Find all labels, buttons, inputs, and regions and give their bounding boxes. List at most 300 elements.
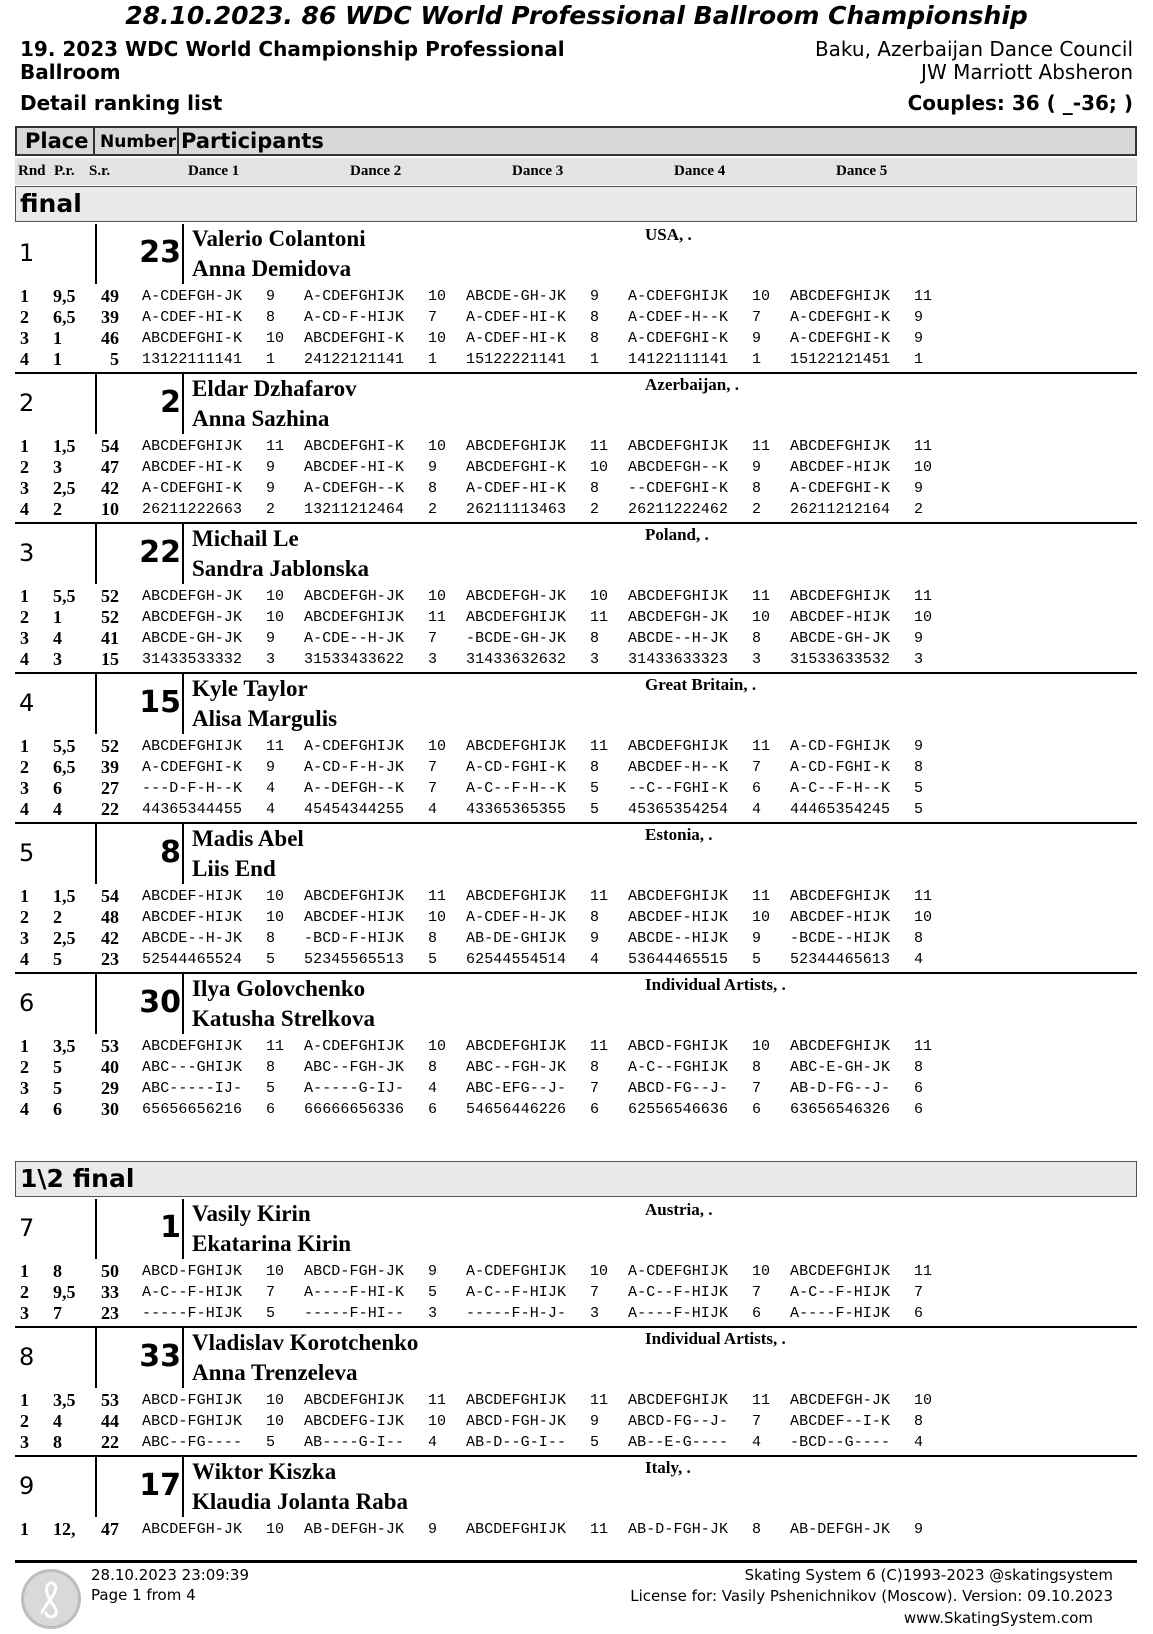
dance-marks: ABC-EFG--J-: [466, 1080, 567, 1097]
dance-result: 8: [428, 1059, 438, 1076]
couple-number: 33: [139, 1339, 181, 1374]
place-range: 1: [53, 349, 62, 369]
dance-result: 9: [914, 1521, 924, 1538]
dance-result: 10: [590, 459, 609, 476]
dance-result: 8: [428, 930, 438, 947]
dance-marks: 26211212164: [790, 501, 891, 518]
dance-result: 2: [590, 501, 600, 518]
dance-result: 11: [428, 1392, 447, 1409]
dance-result: 10: [752, 609, 771, 626]
couple-number: 17: [139, 1468, 181, 1503]
dance-marks: -BCD-F-HIJK: [304, 930, 405, 947]
dance-result: 5: [428, 1284, 438, 1301]
dance-marks: A-C--F-H--K: [466, 780, 567, 797]
dance-result: 10: [428, 288, 447, 305]
dance-result: 11: [752, 438, 771, 455]
dance-result: 8: [590, 909, 600, 926]
dance-result: 11: [914, 588, 933, 605]
round-row: [15, 286, 1137, 307]
dance-marks: A-CDEFGHIJK: [466, 1263, 567, 1280]
dance-result: 8: [590, 330, 600, 347]
dance-marks: 66666656336: [304, 1101, 405, 1118]
dance-result: 6: [914, 1101, 924, 1118]
couple-number: 30: [139, 985, 181, 1020]
round-row: [15, 1057, 1137, 1078]
column-divider: [95, 1328, 97, 1388]
round-row: [15, 307, 1137, 328]
round-number: 1: [20, 286, 29, 306]
couple-place: 3: [19, 539, 35, 567]
dance-result: 4: [590, 951, 600, 968]
column-divider: [182, 1457, 184, 1517]
place-range: 6: [53, 778, 62, 798]
dance-marks: A-CDEFGHI-K: [790, 309, 891, 326]
dance-marks: A-CDEFGHI-K: [628, 330, 729, 347]
dance-marks: -----F-HIJK: [142, 1305, 243, 1322]
dance-result: 6: [914, 1080, 924, 1097]
dance-result: 5: [590, 780, 600, 797]
dance-marks: A-CDEFGHIJK: [304, 1038, 405, 1055]
couple-number: 15: [139, 685, 181, 720]
dance-result: 9: [590, 930, 600, 947]
dance-marks: 15122221141: [466, 351, 567, 368]
sum-result: 10: [101, 499, 119, 519]
dance-marks: ABCD-FGHIJK: [628, 1038, 729, 1055]
dance-marks: 52345565513: [304, 951, 405, 968]
dance-result: 11: [914, 438, 933, 455]
footer-system: Skating System 6 (C)1993-2023 @skatingsystem: [744, 1566, 1113, 1584]
dance-marks: A-CDEF-HI-K: [466, 330, 567, 347]
round-number: 3: [20, 1303, 29, 1323]
dance-result: 1: [266, 351, 276, 368]
dance-marks: A-CD-F-HIJK: [304, 309, 405, 326]
dance-marks: ABCD-FGHIJK: [142, 1263, 243, 1280]
dance-marks: ABC--FGH-JK: [304, 1059, 405, 1076]
dance-marks: A-CDEF-HI-K: [142, 309, 243, 326]
couple-place: 6: [19, 989, 35, 1017]
dance-marks: ABC---GHIJK: [142, 1059, 243, 1076]
sum-result: 47: [101, 1519, 119, 1539]
round-row: [15, 1519, 1137, 1540]
partner-follower: Sandra Jablonska: [192, 556, 370, 581]
dance-marks: -BCDE--HIJK: [790, 930, 891, 947]
couple-place: 7: [19, 1214, 35, 1242]
dance-marks: ABCDEFGH-JK: [304, 588, 405, 605]
dance-result: 10: [428, 1038, 447, 1055]
sum-result: 52: [101, 586, 119, 606]
dance-result: 8: [266, 1059, 276, 1076]
partner-leader: Eldar Dzhafarov: [192, 376, 357, 401]
dance-result: 10: [428, 330, 447, 347]
place-range: 5,5: [53, 586, 76, 606]
round-number: 4: [20, 1099, 29, 1119]
dance-result: 4: [752, 801, 762, 818]
dance-result: 8: [590, 480, 600, 497]
dance-result: 9: [428, 1263, 438, 1280]
dance-result: 9: [266, 759, 276, 776]
round-header: [15, 1161, 1137, 1197]
dance-result: 10: [266, 1392, 285, 1409]
dance-marks: A-CDEFGHIJK: [304, 738, 405, 755]
dance-result: 9: [590, 288, 600, 305]
dance-marks: ABCDEFGHIJK: [466, 1392, 567, 1409]
column-divider: [95, 824, 97, 884]
couple-country: Austria, .: [645, 1200, 713, 1219]
dance-marks: ABCDEFGH-JK: [628, 609, 729, 626]
dance-result: 7: [752, 759, 762, 776]
dance-marks: ABCDE--HIJK: [628, 930, 729, 947]
sum-result: 27: [101, 778, 119, 798]
dance-marks: ABCDE--H-JK: [142, 930, 243, 947]
competition-name-line2: Ballroom: [20, 60, 121, 84]
dance-marks: A-CDEF-HI-K: [466, 309, 567, 326]
round-number: 2: [20, 307, 29, 327]
dance-result: 11: [752, 738, 771, 755]
round-row: [15, 949, 1137, 970]
place-range: 3,5: [53, 1390, 76, 1410]
dance-result: 11: [590, 738, 609, 755]
partner-follower: Klaudia Jolanta Raba: [192, 1489, 408, 1514]
dance-result: 1: [914, 351, 924, 368]
dance-marks: ABCDEF-HIJK: [628, 909, 729, 926]
sum-result: 39: [101, 757, 119, 777]
dance-marks: ABCDEFGHIJK: [628, 588, 729, 605]
place-range: 6,5: [53, 757, 76, 777]
dance-result: 8: [914, 759, 924, 776]
dance-result: 8: [752, 480, 762, 497]
round-number: 4: [20, 799, 29, 819]
couple-country: Individual Artists, .: [645, 1329, 786, 1348]
dance-marks: A-CDEFGHI-K: [142, 480, 243, 497]
dance-marks: AB----G-I--: [304, 1434, 405, 1451]
dance-marks: A-CD-F-H-JK: [304, 759, 405, 776]
round-label: final: [20, 189, 82, 218]
dance-result: 5: [266, 1080, 276, 1097]
round-number: 2: [20, 907, 29, 927]
dance-result: 10: [266, 588, 285, 605]
column-divider: [95, 674, 97, 734]
couple-place: 2: [19, 389, 35, 417]
column-header: [15, 126, 1137, 156]
round-number: 2: [20, 757, 29, 777]
round-number: 3: [20, 928, 29, 948]
dance-result: 7: [590, 1284, 600, 1301]
partner-follower: Katusha Strelkova: [192, 1006, 375, 1031]
dance-marks: ABCDEFGHIJK: [142, 438, 243, 455]
dance-marks: ABC--FG----: [142, 1434, 243, 1451]
dance-marks: ABCDEFGHIJK: [790, 288, 891, 305]
dance-result: 11: [590, 609, 609, 626]
dance-result: 11: [266, 738, 285, 755]
dance-marks: ABCDEF-HIJK: [790, 909, 891, 926]
place-range: 9,5: [53, 1282, 76, 1302]
dance-result: 4: [428, 1434, 438, 1451]
dance-result: 10: [914, 909, 933, 926]
round-number: 3: [20, 1078, 29, 1098]
dance-marks: ABCDE-GH-JK: [790, 630, 891, 647]
dance-marks: ABCDEFGH-JK: [142, 609, 243, 626]
partner-follower: Anna Demidova: [192, 256, 352, 281]
dance-marks: ABCDEF-HIJK: [304, 909, 405, 926]
dance-marks: 31433633323: [628, 651, 729, 668]
dance-result: 1: [590, 351, 600, 368]
dance-result: 3: [752, 651, 762, 668]
dance-marks: -----F-H-J-: [466, 1305, 567, 1322]
dance-result: 3: [266, 651, 276, 668]
dance-marks: ABCDEFGHIJK: [142, 1038, 243, 1055]
dance-result: 11: [590, 1521, 609, 1538]
dance-marks: ABCDEFGH-JK: [466, 588, 567, 605]
dance-result: 10: [428, 1413, 447, 1430]
round-row: [15, 1099, 1137, 1120]
place-range: 2: [53, 907, 62, 927]
couple-country: Great Britain, .: [645, 675, 757, 694]
couples-count: Couples: 36 ( _-36; ): [907, 91, 1133, 115]
place-range: 4: [53, 799, 62, 819]
dance-marks: ABCDEFGHIJK: [790, 588, 891, 605]
partner-leader: Vladislav Korotchenko: [192, 1330, 419, 1355]
round-number: 3: [20, 628, 29, 648]
location-line2: JW Marriott Absheron: [921, 60, 1133, 84]
place-range: 12,: [53, 1519, 76, 1539]
dance-marks: ABCD-FG--J-: [628, 1080, 729, 1097]
dance-result: 3: [590, 1305, 600, 1322]
dance-result: 9: [428, 1521, 438, 1538]
dance-marks: ABCDEFGHIJK: [628, 1392, 729, 1409]
dance-marks: ABCDEF-HIJK: [142, 888, 243, 905]
column-dance5: Dance 5: [836, 163, 888, 179]
dance-marks: 62544554514: [466, 951, 567, 968]
dance-result: 10: [266, 909, 285, 926]
dance-result: 9: [914, 309, 924, 326]
dance-result: 8: [914, 1059, 924, 1076]
sum-result: 30: [101, 1099, 119, 1119]
place-range: 2,5: [53, 928, 76, 948]
round-row: [15, 1078, 1137, 1099]
column-divider: [182, 1199, 184, 1259]
round-row: [15, 1390, 1137, 1411]
dance-result: 6: [752, 1305, 762, 1322]
place-range: 6: [53, 1099, 62, 1119]
dance-marks: 13122111141: [142, 351, 243, 368]
dance-marks: 52544465524: [142, 951, 243, 968]
dance-result: 9: [752, 930, 762, 947]
dance-marks: 26211222663: [142, 501, 243, 518]
dance-result: 1: [752, 351, 762, 368]
place-range: 1: [53, 328, 62, 348]
column-divider: [182, 674, 184, 734]
dance-result: 11: [752, 888, 771, 905]
dance-marks: 45365354254: [628, 801, 729, 818]
column-divider: [95, 224, 97, 284]
dance-result: 11: [428, 609, 447, 626]
couple-place: 4: [19, 689, 35, 717]
round-row: [15, 1261, 1137, 1282]
dance-result: 11: [914, 288, 933, 305]
dance-marks: ABCDEF-HIJK: [790, 459, 891, 476]
dance-marks: A-C--F-HIJK: [628, 1284, 729, 1301]
place-range: 3,5: [53, 1036, 76, 1056]
dance-marks: ABCDEFGHIJK: [466, 438, 567, 455]
dance-result: 7: [752, 309, 762, 326]
round-number: 2: [20, 607, 29, 627]
round-number: 4: [20, 649, 29, 669]
dance-result: 10: [914, 459, 933, 476]
round-row: [15, 907, 1137, 928]
column-divider: [182, 224, 184, 284]
dance-marks: ABCDEFGHIJK: [466, 1521, 567, 1538]
dance-result: 11: [266, 438, 285, 455]
dance-result: 5: [914, 780, 924, 797]
column-divider: [95, 974, 97, 1034]
dance-result: 9: [752, 459, 762, 476]
place-range: 5: [53, 1057, 62, 1077]
dance-result: 7: [428, 309, 438, 326]
dance-marks: AB-DEFGH-JK: [304, 1521, 405, 1538]
dance-marks: ABCDEFGH-JK: [142, 1521, 243, 1538]
dance-result: 6: [914, 1305, 924, 1322]
dance-result: 11: [590, 1392, 609, 1409]
round-row: [15, 1411, 1137, 1432]
round-row: [15, 586, 1137, 607]
dance-marks: AB-D-FG--J-: [790, 1080, 891, 1097]
place-range: 5: [53, 949, 62, 969]
couple-number: 22: [139, 535, 181, 570]
dance-result: 2: [266, 501, 276, 518]
dance-marks: ABCDEF--I-K: [790, 1413, 891, 1430]
dance-marks: A-CDEFGHI-K: [790, 330, 891, 347]
place-range: 6,5: [53, 307, 76, 327]
dance-marks: --C--FGHI-K: [628, 780, 729, 797]
sum-result: 53: [101, 1390, 119, 1410]
couple-place: 9: [19, 1472, 35, 1500]
sum-result: 48: [101, 907, 119, 927]
footer-license: License for: Vasily Pshenichnikov (Moscow). Version: 09.10.2023: [630, 1587, 1113, 1605]
dance-marks: A-C--F-HIJK: [142, 1284, 243, 1301]
column-divider: [182, 1328, 184, 1388]
column-sr: S.r.: [89, 163, 111, 179]
partner-follower: Anna Sazhina: [192, 406, 330, 431]
dance-marks: A----F-HIJK: [790, 1305, 891, 1322]
partner-follower: Anna Trenzeleva: [192, 1360, 358, 1385]
dance-result: 10: [752, 1038, 771, 1055]
dance-marks: 26211113463: [466, 501, 567, 518]
dance-result: 4: [428, 1080, 438, 1097]
dance-result: 10: [266, 1413, 285, 1430]
dance-result: 7: [428, 630, 438, 647]
round-number: 1: [20, 736, 29, 756]
sum-result: 5: [110, 349, 119, 369]
dance-marks: A-CDEFGHIJK: [304, 288, 405, 305]
sum-result: 49: [101, 286, 119, 306]
dance-result: 6: [266, 1101, 276, 1118]
footer-datetime: 28.10.2023 23:09:39: [91, 1566, 250, 1584]
dance-result: 5: [428, 951, 438, 968]
dance-marks: AB-DE-GHIJK: [466, 930, 567, 947]
dance-marks: ABCDEFGHI-K: [466, 459, 567, 476]
column-dance1: Dance 1: [188, 163, 240, 179]
dance-result: 4: [266, 801, 276, 818]
dance-result: 11: [428, 888, 447, 905]
partner-leader: Madis Abel: [192, 826, 304, 851]
dance-marks: ABCDEFGH--K: [628, 459, 729, 476]
column-dance3: Dance 3: [512, 163, 564, 179]
dance-marks: ABCDEFGH-JK: [142, 588, 243, 605]
dance-marks: ABCDEFGHIJK: [628, 738, 729, 755]
dance-marks: ABCDEFGHIJK: [790, 888, 891, 905]
dance-marks: 14122111141: [628, 351, 729, 368]
place-range: 1,5: [53, 886, 76, 906]
dance-marks: A-C--F-H--K: [790, 780, 891, 797]
dance-marks: A-CDEFGHI-K: [142, 759, 243, 776]
couple-country: Poland, .: [645, 525, 709, 544]
dance-marks: 52344465613: [790, 951, 891, 968]
dance-marks: ABCD-FG--J-: [628, 1413, 729, 1430]
column-divider: [182, 374, 184, 434]
dance-marks: 62556546636: [628, 1101, 729, 1118]
dance-result: 6: [752, 1101, 762, 1118]
round-number: 2: [20, 457, 29, 477]
dance-marks: ABC--FGH-JK: [466, 1059, 567, 1076]
column-rnd: Rnd: [18, 163, 46, 179]
dance-marks: ABCDEF-HI-K: [142, 459, 243, 476]
dance-marks: 45454344255: [304, 801, 405, 818]
dance-result: 8: [590, 309, 600, 326]
footer-divider: [15, 1560, 1137, 1563]
column-place: Place: [25, 129, 89, 153]
dance-result: 10: [914, 1392, 933, 1409]
dance-marks: -BCD--G----: [790, 1434, 891, 1451]
dance-marks: ABCDEFGHIJK: [790, 438, 891, 455]
dance-marks: ABCDEFGHIJK: [466, 609, 567, 626]
dance-marks: ABCDEFGHIJK: [142, 738, 243, 755]
sum-result: 41: [101, 628, 119, 648]
dance-marks: ABCDEFGHIJK: [304, 888, 405, 905]
dance-result: 10: [428, 909, 447, 926]
dance-marks: A-C--F-HIJK: [790, 1284, 891, 1301]
round-row: [15, 349, 1137, 370]
round-number: 1: [20, 1390, 29, 1410]
dance-marks: ABCD-FGHIJK: [142, 1392, 243, 1409]
dance-result: 2: [752, 501, 762, 518]
partner-leader: Valerio Colantoni: [192, 226, 366, 251]
dance-result: 5: [266, 1434, 276, 1451]
dance-marks: ABC-E-GH-JK: [790, 1059, 891, 1076]
dance-result: 4: [914, 1434, 924, 1451]
round-number: 1: [20, 436, 29, 456]
sum-result: 42: [101, 928, 119, 948]
round-number: 2: [20, 1057, 29, 1077]
dance-result: 2: [914, 501, 924, 518]
dance-marks: A-CDEFGH--K: [304, 480, 405, 497]
dance-marks: ABCDEFGHIJK: [304, 1392, 405, 1409]
dance-marks: ABCDEF-HIJK: [142, 909, 243, 926]
dance-marks: A-CDEF-H--K: [628, 309, 729, 326]
partner-leader: Wiktor Kiszka: [192, 1459, 337, 1484]
round-number: 1: [20, 1519, 29, 1539]
dance-marks: ABC-----IJ-: [142, 1080, 243, 1097]
sum-result: 23: [101, 1303, 119, 1323]
dance-result: 10: [590, 1263, 609, 1280]
dance-marks: A-CDEF-HI-K: [466, 480, 567, 497]
round-row: [15, 1036, 1137, 1057]
dance-marks: ABCDEFGHIJK: [790, 1263, 891, 1280]
dance-marks: ABCDEFGHI-K: [304, 330, 405, 347]
dance-marks: A-CDEFGHI-K: [790, 480, 891, 497]
sum-result: 39: [101, 307, 119, 327]
dance-marks: ABCDE--H-JK: [628, 630, 729, 647]
dance-result: 11: [590, 438, 609, 455]
